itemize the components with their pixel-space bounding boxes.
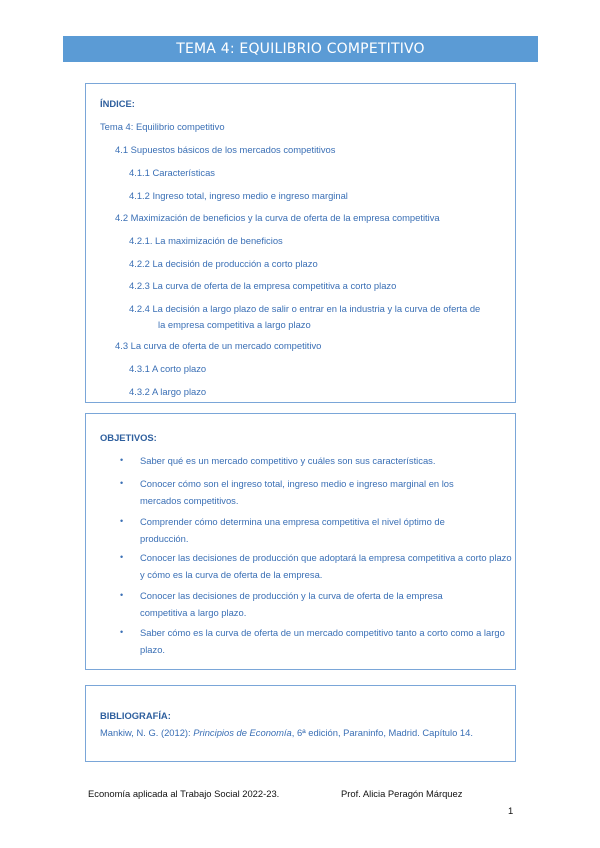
- objectives-box: [85, 413, 516, 670]
- footer-professor: Prof. Alicia Peragón Márquez: [341, 788, 463, 799]
- index-item: Tema 4: Equilibrio competitivo: [100, 121, 225, 132]
- bibliography-author: Mankiw, N. G. (2012):: [100, 727, 194, 738]
- index-item: la empresa competitiva a largo plazo: [158, 319, 311, 330]
- index-item: 4.2.4 La decisión a largo plazo de salir o entrar en la industria y la curva de oferta de: [129, 303, 481, 314]
- index-item: 4.2.3 La curva de oferta de la empresa competitiva a corto plazo: [129, 280, 397, 291]
- index-item: 4.1 Supuestos básicos de los mercados competitivos: [115, 144, 336, 155]
- footer-course: Economía aplicada al Trabajo Social 2022-23.: [88, 788, 280, 799]
- bullet-icon: •: [120, 590, 124, 600]
- index-item: 4.3.2 A largo plazo: [129, 386, 207, 397]
- document-title: TEMA 4: EQUILIBRIO COMPETITIVO: [63, 36, 538, 62]
- index-item: 4.3.1 A corto plazo: [129, 363, 207, 374]
- bullet-icon: •: [120, 455, 124, 465]
- objective-item: Conocer las decisiones de producción y la curva de oferta de la empresa competitiva a largo plazo.: [140, 590, 443, 618]
- bibliography-entry: [100, 727, 473, 738]
- bibliography-book-title: Principios de Economía: [193, 727, 292, 738]
- bullet-icon: •: [120, 478, 124, 488]
- index-heading: ÍNDICE:: [100, 98, 135, 109]
- bullet-icon: •: [120, 552, 124, 562]
- bibliography-box: [85, 685, 516, 762]
- index-item: 4.2 Maximización de beneficios y la curva de oferta de la empresa competitiva: [115, 212, 440, 223]
- index-item: 4.3 La curva de oferta de un mercado competitivo: [115, 340, 322, 351]
- bibliography-heading: BIBLIOGRAFÍA:: [100, 710, 171, 721]
- bibliography-details: , 6ª edición, Paraninfo, Madrid. Capítulo 14.: [291, 727, 473, 738]
- objective-item: Saber qué es un mercado competitivo y cuáles son sus características.: [140, 455, 436, 466]
- index-item: 4.1.2 Ingreso total, ingreso medio e ingreso marginal: [129, 190, 348, 201]
- page-number: 1: [508, 805, 514, 816]
- index-item: 4.1.1 Características: [129, 167, 215, 178]
- index-box: [85, 83, 516, 403]
- objective-item: Conocer las decisiones de producción que adoptará la empresa competitiva a corto plazo y cómo es la curva de oferta de la empresa.: [140, 552, 512, 580]
- objective-item: Saber cómo es la curva de oferta de un mercado competitivo tanto a corto como a largo plazo.: [140, 627, 505, 655]
- objectives-heading: OBJETIVOS:: [100, 432, 157, 443]
- objective-item: Conocer cómo son el ingreso total, ingreso medio e ingreso marginal en los mercados competitivos.: [140, 478, 454, 506]
- index-item: 4.2.1. La maximización de beneficios: [129, 235, 283, 246]
- index-item: 4.2.2 La decisión de producción a corto plazo: [129, 258, 318, 269]
- objective-item: Comprender cómo determina una empresa competitiva el nivel óptimo de producción.: [140, 516, 445, 544]
- bullet-icon: •: [120, 627, 124, 637]
- bullet-icon: •: [120, 516, 124, 526]
